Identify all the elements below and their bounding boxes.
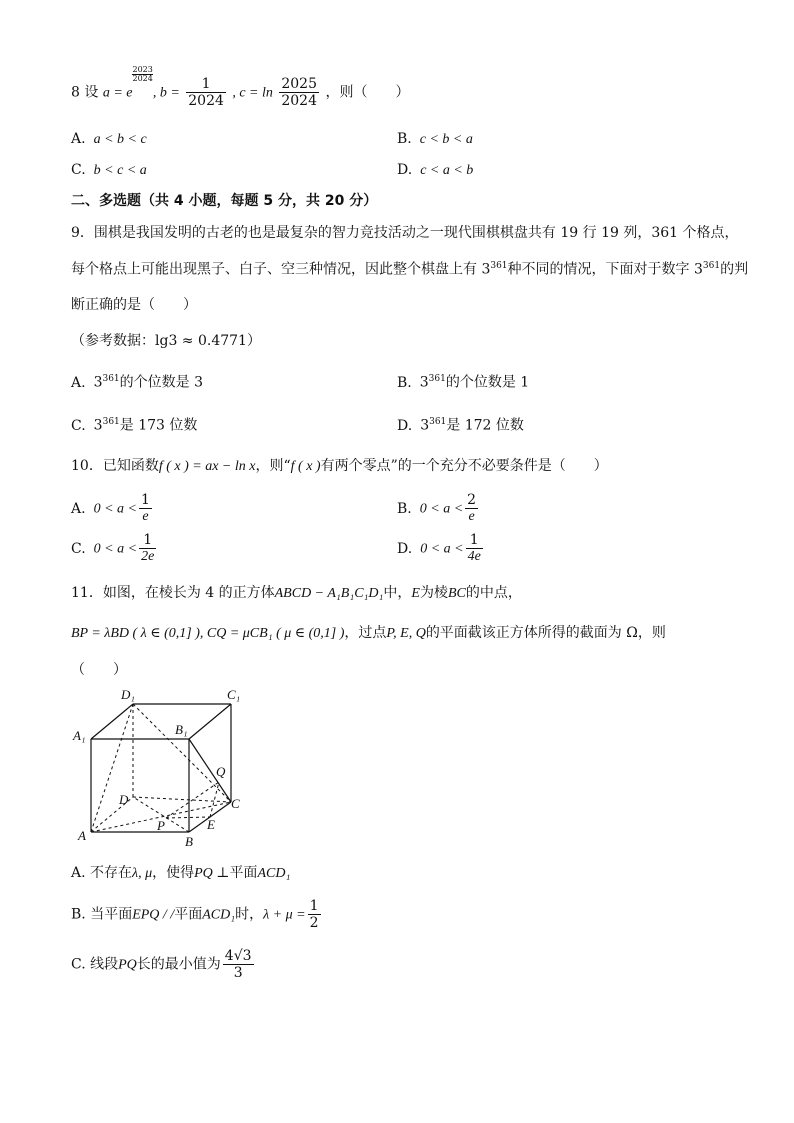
- edge-a1-d1: [91, 704, 133, 739]
- q8-c-frac: $\frac{2025}{2024}$: [281, 76, 317, 110]
- q8-exponent: $\frac{2023}{2024}$: [132, 65, 153, 83]
- label-d: D: [119, 792, 129, 807]
- hidden-d1-c: [133, 704, 231, 802]
- q8-option-d: D. c < a < b: [397, 162, 474, 178]
- q11-option-a: A. 不存在λ, μ，使得PQ ⊥平面ACD₁: [71, 865, 291, 881]
- q10-stem: 10．已知函数f ( x ) = ax − ln x，则“f ( x )有两个零点”的一个充分不必要条件是（ ）: [71, 458, 608, 474]
- label-e: E: [207, 817, 215, 832]
- q9-reference: （参考数据：lg3 ≈ 0.4771）: [71, 333, 261, 349]
- q9-option-a: A. $3^{361}$的个位数是 3: [71, 374, 204, 391]
- label-q: Q: [216, 764, 226, 779]
- q10-option-a: A. 0 < a < $\frac{1}{e}$: [71, 492, 150, 525]
- q9-line1: 9．围棋是我国发明的古老的也是最复杂的智力竞技活动之一现代围棋棋盘共有 19 行 19 列，361 个格点，: [71, 225, 739, 241]
- label-p: P: [157, 818, 165, 833]
- label-d1: D₁: [121, 687, 135, 702]
- label-a1: A₁: [73, 728, 86, 743]
- q9-option-b: B. $3^{361}$的个位数是 1: [397, 374, 530, 391]
- q8-option-a: A. a < b < c: [71, 131, 147, 147]
- cube-figure: [71, 684, 251, 854]
- q10-option-b: B. 0 < a < $\frac{2}{e}$: [397, 492, 477, 525]
- q11-option-b: B. 当平面EPQ / /平面ACD₁时，λ + μ = $\frac{1}{2}$: [71, 898, 319, 932]
- hidden-a-d1: [91, 704, 133, 832]
- label-b: B: [185, 834, 193, 849]
- q10-option-d: D. 0 < a < $\frac{1}{4e}$: [397, 532, 481, 565]
- q9-option-d: D. $3^{361}$是 172 位数: [397, 417, 524, 434]
- q8-suffix: ，则（ ）: [325, 84, 410, 101]
- q9-line3: 断正确的是（ ）: [71, 297, 197, 313]
- label-c: C: [231, 796, 240, 811]
- q11-line1: 11．如图，在棱长为 4 的正方体ABCD − A₁B₁C₁D₁中，E为棱BC的中点，: [71, 585, 522, 601]
- q8-b-frac: $\frac{1}{2024}$: [188, 76, 224, 110]
- hidden-d-c: [133, 797, 231, 802]
- q10-option-c: C. 0 < a < $\frac{1}{2e}$: [71, 532, 155, 565]
- q8-b-expr: , b =: [152, 85, 180, 101]
- section-heading: 二、多选题（共 4 小题，每题 5 分，共 20 分）: [71, 193, 378, 209]
- q9-option-c: C. $3^{361}$是 173 位数: [71, 417, 198, 434]
- q8-option-c: C. b < c < a: [71, 162, 147, 178]
- q8-option-b: B. c < b < a: [397, 131, 473, 147]
- q8-stem: [71, 65, 410, 110]
- q9-line2: 每个格点上可能出现黑子、白子、空三种情况，因此整个棋盘上有 $3^{361}$种不同的情况，下面对于数字 $3^{361}$的判: [71, 261, 749, 278]
- label-c1: C₁: [227, 687, 241, 702]
- q8-c-expr: , c = ln: [232, 85, 273, 101]
- label-a: A: [78, 828, 86, 843]
- hidden-p-e: [166, 817, 210, 818]
- q8-a-expr: a = e: [102, 85, 133, 101]
- hidden-p-q: [166, 782, 219, 818]
- q11-line3: （ ）: [71, 662, 127, 678]
- q11-option-c: C. 线段PQ长的最小值为 $\frac{4√3}{3}$: [71, 948, 252, 982]
- q8-prefix: 8 设: [71, 84, 99, 101]
- edge-b1-c1: [189, 704, 231, 739]
- q11-line2: BP = λBD ( λ ∈ (0,1] ), CQ = μCB₁ ( μ ∈ (0,1] )，过点P, E, Q的平面截该正方体所得的截面为 Ω，则: [71, 625, 666, 641]
- label-b1: B₁: [175, 722, 188, 737]
